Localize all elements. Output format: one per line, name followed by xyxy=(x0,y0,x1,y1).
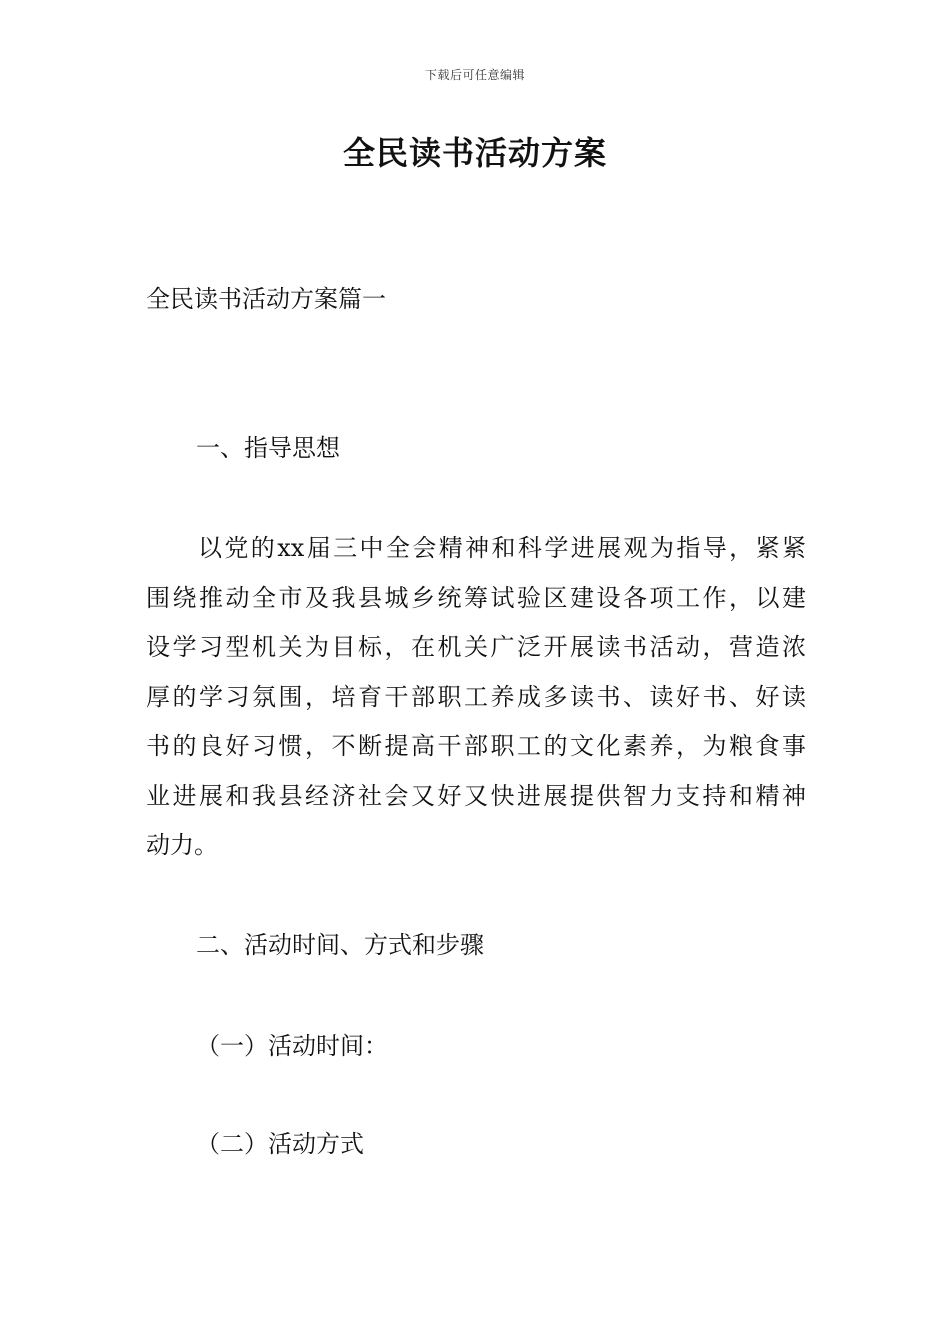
paragraph-line: 业进展和我县经济社会又好又快进展提供智力支持和精神 xyxy=(146,781,806,810)
document-subtitle: 全民读书活动方案篇一 xyxy=(146,285,386,313)
section-heading-activity-time-method: 二、活动时间、方式和步骤 xyxy=(196,931,484,959)
guiding-ideology-paragraph xyxy=(146,533,806,880)
paragraph-line: 围绕推动全市及我县城乡统筹试验区建设各项工作，以建 xyxy=(146,583,806,612)
paragraph-line: 动力。 xyxy=(146,831,218,859)
page-header-note: 下载后可任意编辑 xyxy=(424,68,525,82)
subsection-activity-time: （一）活动时间： xyxy=(196,1032,388,1060)
paragraph-line: 设学习型机关为目标，在机关广泛开展读书活动，营造浓 xyxy=(146,633,806,661)
paragraph-line: 以党的xx届三中全会精神和科学进展观为指导，紧紧 xyxy=(198,534,806,562)
paragraph-line: 书的良好习惯，不断提高干部职工的文化素养，为粮食事 xyxy=(146,732,806,760)
document-title: 全民读书活动方案 xyxy=(342,134,607,172)
paragraph-line: 厚的学习氛围，培育干部职工养成多读书、读好书、好读 xyxy=(146,682,806,711)
section-heading-guiding-ideology: 一、指导思想 xyxy=(196,434,340,462)
subsection-activity-method: （二）活动方式 xyxy=(196,1130,364,1158)
